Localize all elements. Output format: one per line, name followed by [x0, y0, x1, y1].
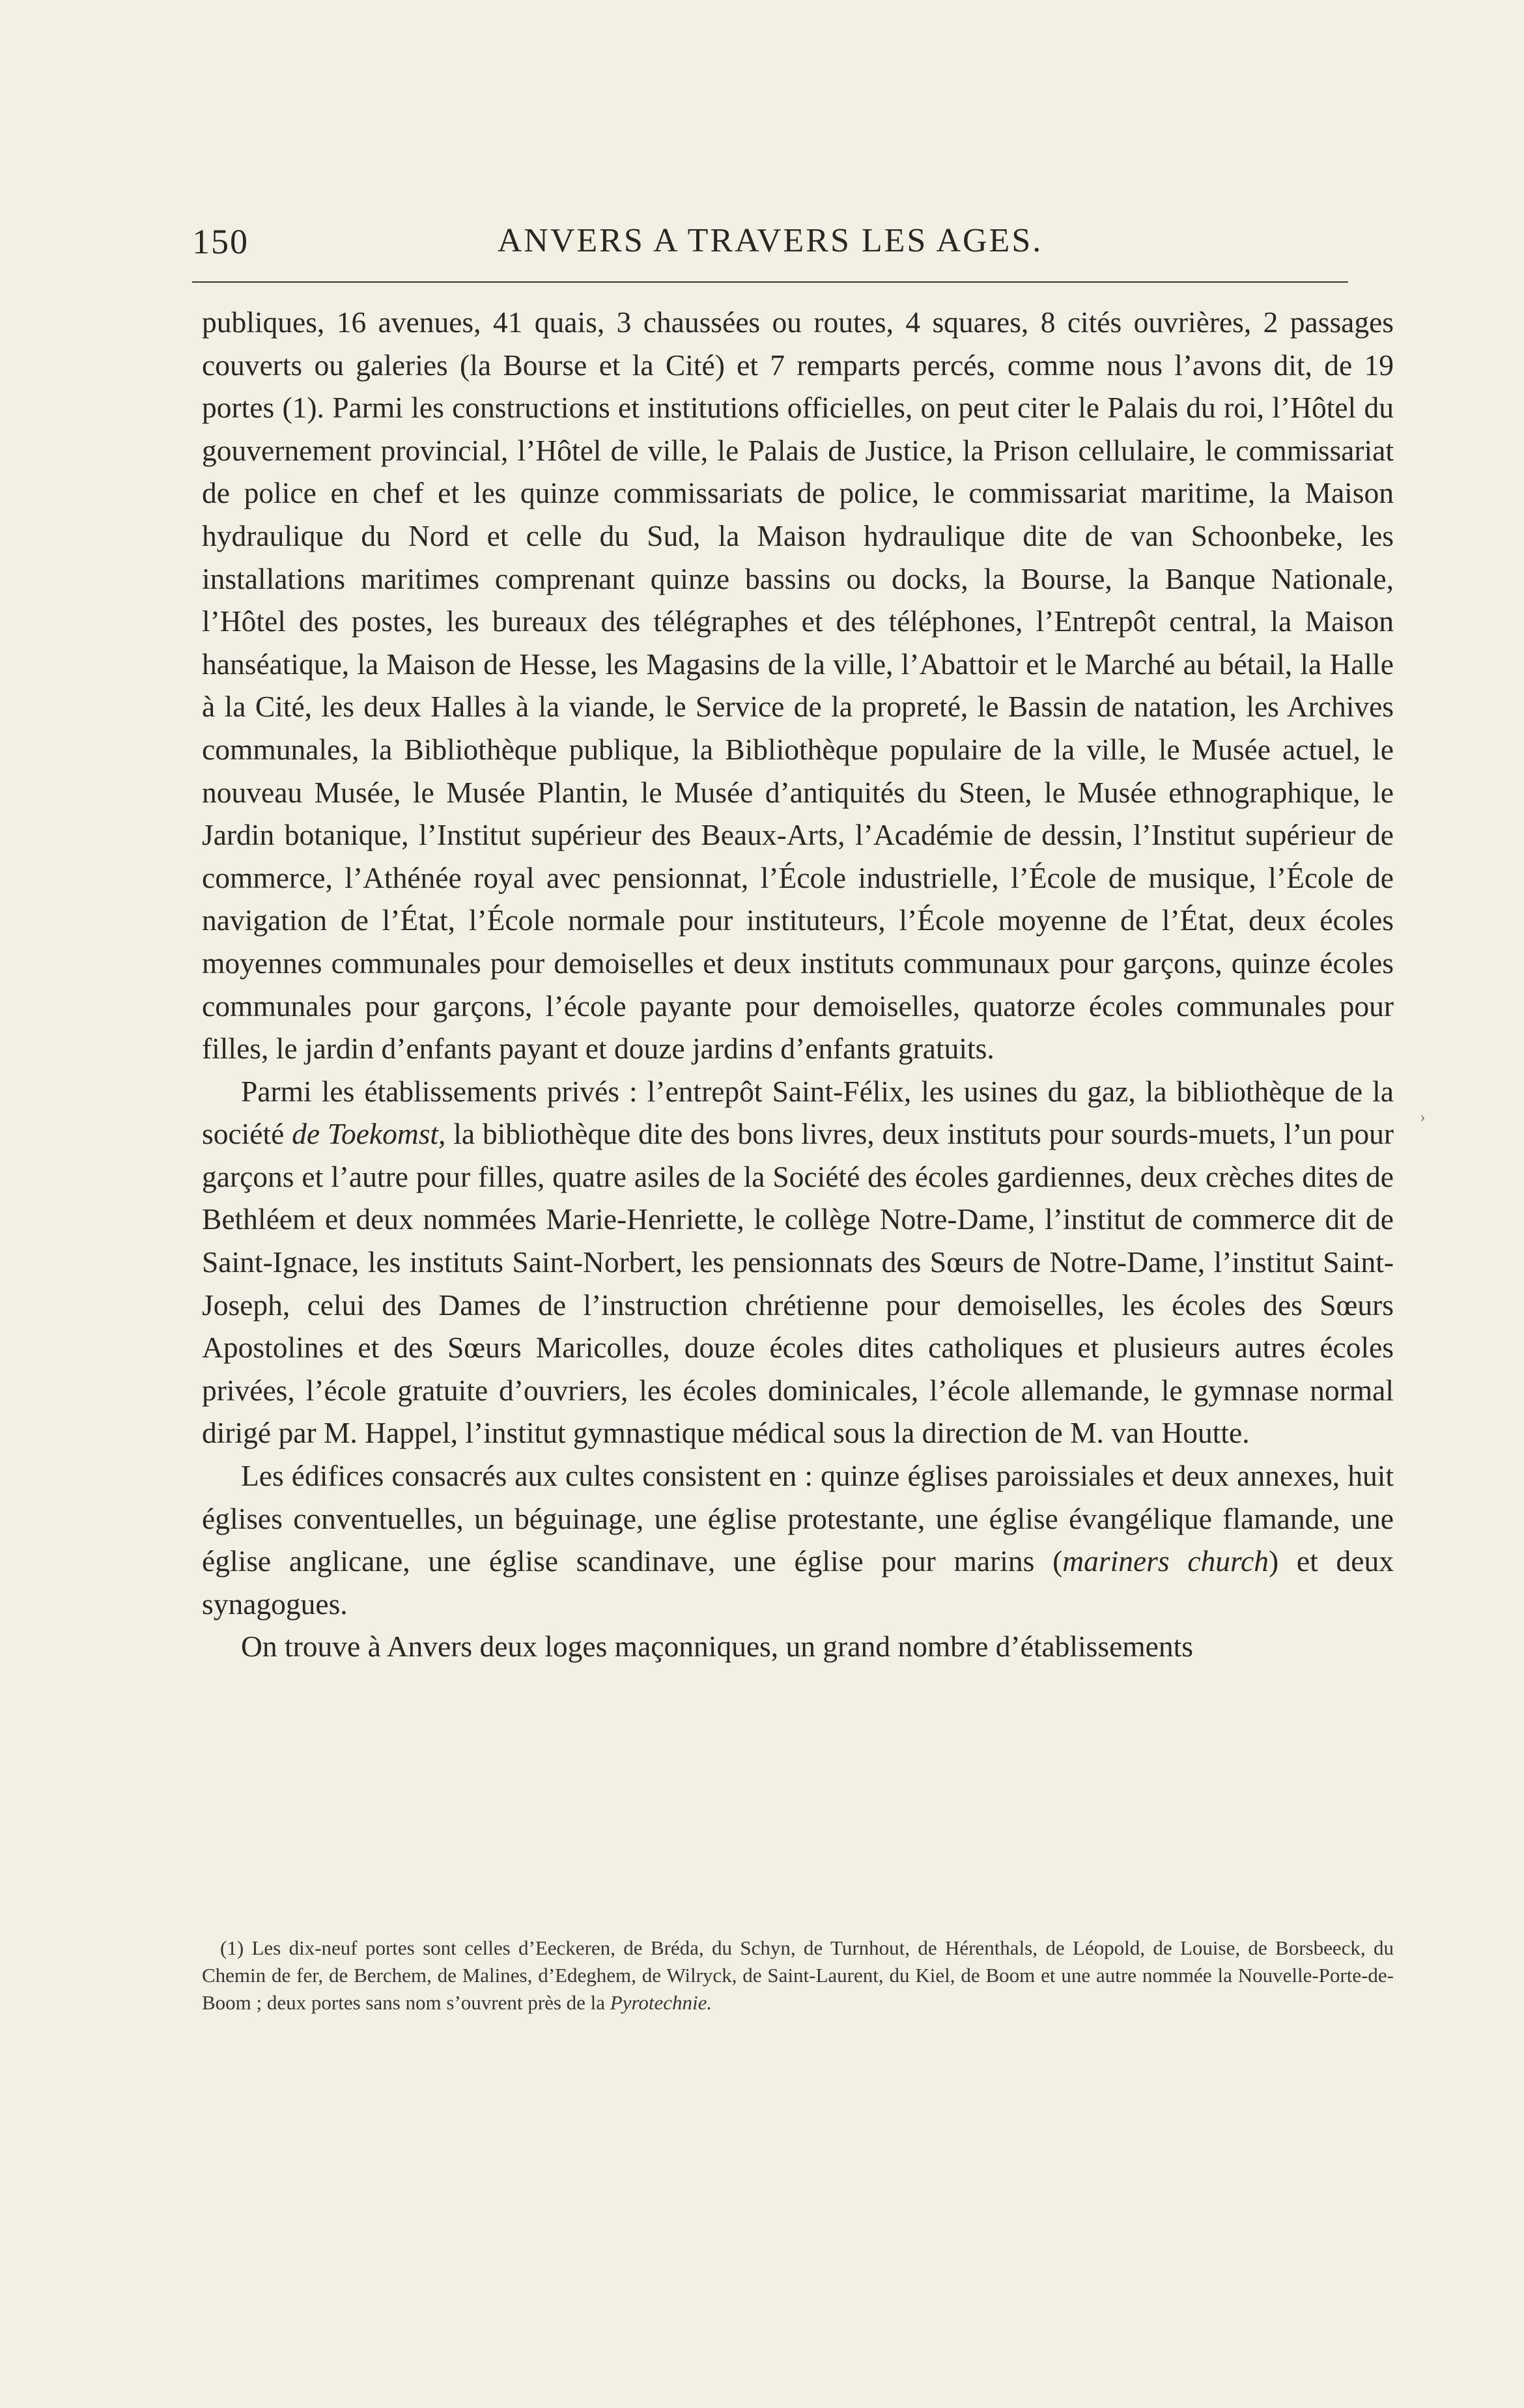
- paragraph-1: publiques, 16 avenues, 41 quais, 3 chaussées ou routes, 4 squares, 8 cités ouvrières, 2 passages couverts ou galeries (la Bourse et la Cité) et 7 remparts percés, comme nous l’avons dit, de 19 portes (1). Parmi les constructions et institutions officielles, on peut citer le Palais du roi, l’Hôtel du gouvernement provincial, l’Hôtel de ville, le Palais de Justice, la Prison cellulaire, le commissariat de police en chef et les quinze commissariats de police, le commissariat maritime, la Maison hydraulique du Nord et celle du Sud, la Maison hydraulique dite de van Schoonbeke, les installations maritimes comprenant quinze bassins ou docks, la Bourse, la Banque Nationale, l’Hôtel des postes, les bureaux des télégraphes et des téléphones, l’Entrepôt central, la Maison hanséatique, la Maison de Hesse, les Magasins de la ville, l’Abattoir et le Marché au bétail, la Halle à la Cité, les deux Halles à la viande, le Service de la propreté, le Bassin de natation, les Archives communales, la Bibliothèque publique, la Bibliothèque populaire de la ville, le Musée actuel, le nouveau Musée, le Musée Plantin, le Musée d’antiquités du Steen, le Musée ethnographique, le Jardin botanique, l’Institut supérieur des Beaux-Arts, l’Académie de dessin, l’Institut supérieur de commerce, l’Athénée royal avec pensionnat, l’École industrielle, l’École de musique, l’École de navigation de l’État, l’École normale pour instituteurs, l’École moyenne de l’État, deux écoles moyennes communales pour demoiselles et deux instituts communaux pour garçons, quinze écoles communales pour garçons, l’école payante pour demoiselles, quatorze écoles communales pour filles, le jardin d’enfants payant et douze jardins d’enfants gratuits.: [202, 305, 1394, 1066]
- page-header: [192, 221, 1348, 280]
- paragraph-3-italic: mariners church: [1062, 1544, 1269, 1578]
- footnote-1: [202, 1934, 1394, 2017]
- footnotes: [202, 1934, 1394, 2017]
- running-title: ANVERS A TRAVERS LES AGES.: [497, 222, 1043, 259]
- footnote-1-italic: Pyrotechnie.: [610, 1991, 713, 2014]
- margin-mark: ›: [1420, 1107, 1426, 1126]
- paragraph-3-text-end: ) et deux synagogues.: [202, 1544, 1394, 1621]
- paragraph-3-text: Les édifices consacrés aux cultes consistent en : quinze églises paroissiales et deux annexes, huit églises conventuelles, un béguinage, une église protestante, une église évangélique flamande, une église anglicane, une église scandinave, une église pour marins (: [202, 1459, 1394, 1578]
- paragraph-2-text-end: la bibliothèque dite des bons livres, deux instituts pour sourds-muets, l’un pour garçons et l’autre pour filles, quatre asiles de la Société des écoles gardiennes, deux crèches dites de Bethléem et deux nommées Marie-Henriette, le collège Notre-Dame, l’institut de commerce dit de Saint-Ignace, les instituts Saint-Norbert, les pensionnats des Sœurs de Notre-Dame, l’institut Saint-Joseph, celui des Dames de l’instruction chrétienne pour demoiselles, les écoles des Sœurs Apostolines et des Sœurs Maricolles, douze écoles dites catholiques et plusieurs autres écoles privées, l’école gratuite d’ouvriers, les écoles dominicales, l’école allemande, le gymnase normal dirigé par M. Happel, l’institut gymnastique médical sous la direction de M. van Houtte.: [202, 1117, 1394, 1450]
- footnote-1-text: (1) Les dix-neuf portes sont celles d’Eeckeren, de Bréda, du Schyn, de Turnhout, de Hérenthals, de Léopold, de Louise, de Borsbeeck, du Chemin de fer, de Berchem, de Malines, d’Edeghem, de Wilryck, de Saint-Laurent, du Kiel, de Boom et une autre nommée la Nouvelle-Porte-de-Boom ; deux portes sans nom s’ouvrent près de la: [202, 1936, 1394, 2014]
- paragraph-2: [202, 1070, 1394, 1454]
- paragraph-2-italic: de Toekomst,: [292, 1117, 446, 1151]
- page-number: 150: [192, 222, 249, 261]
- paragraph-4: On trouve à Anvers deux loges maçonniques, un grand nombre d’établissements: [241, 1630, 1193, 1664]
- paragraph-2-text: Parmi les établissements privés : l’entrepôt Saint-Félix, les usines du gaz, la bibliothèque de la société: [202, 1074, 1394, 1151]
- header-rule: [192, 281, 1348, 283]
- main-text: [202, 301, 1394, 1668]
- paragraph-3: [202, 1454, 1394, 1625]
